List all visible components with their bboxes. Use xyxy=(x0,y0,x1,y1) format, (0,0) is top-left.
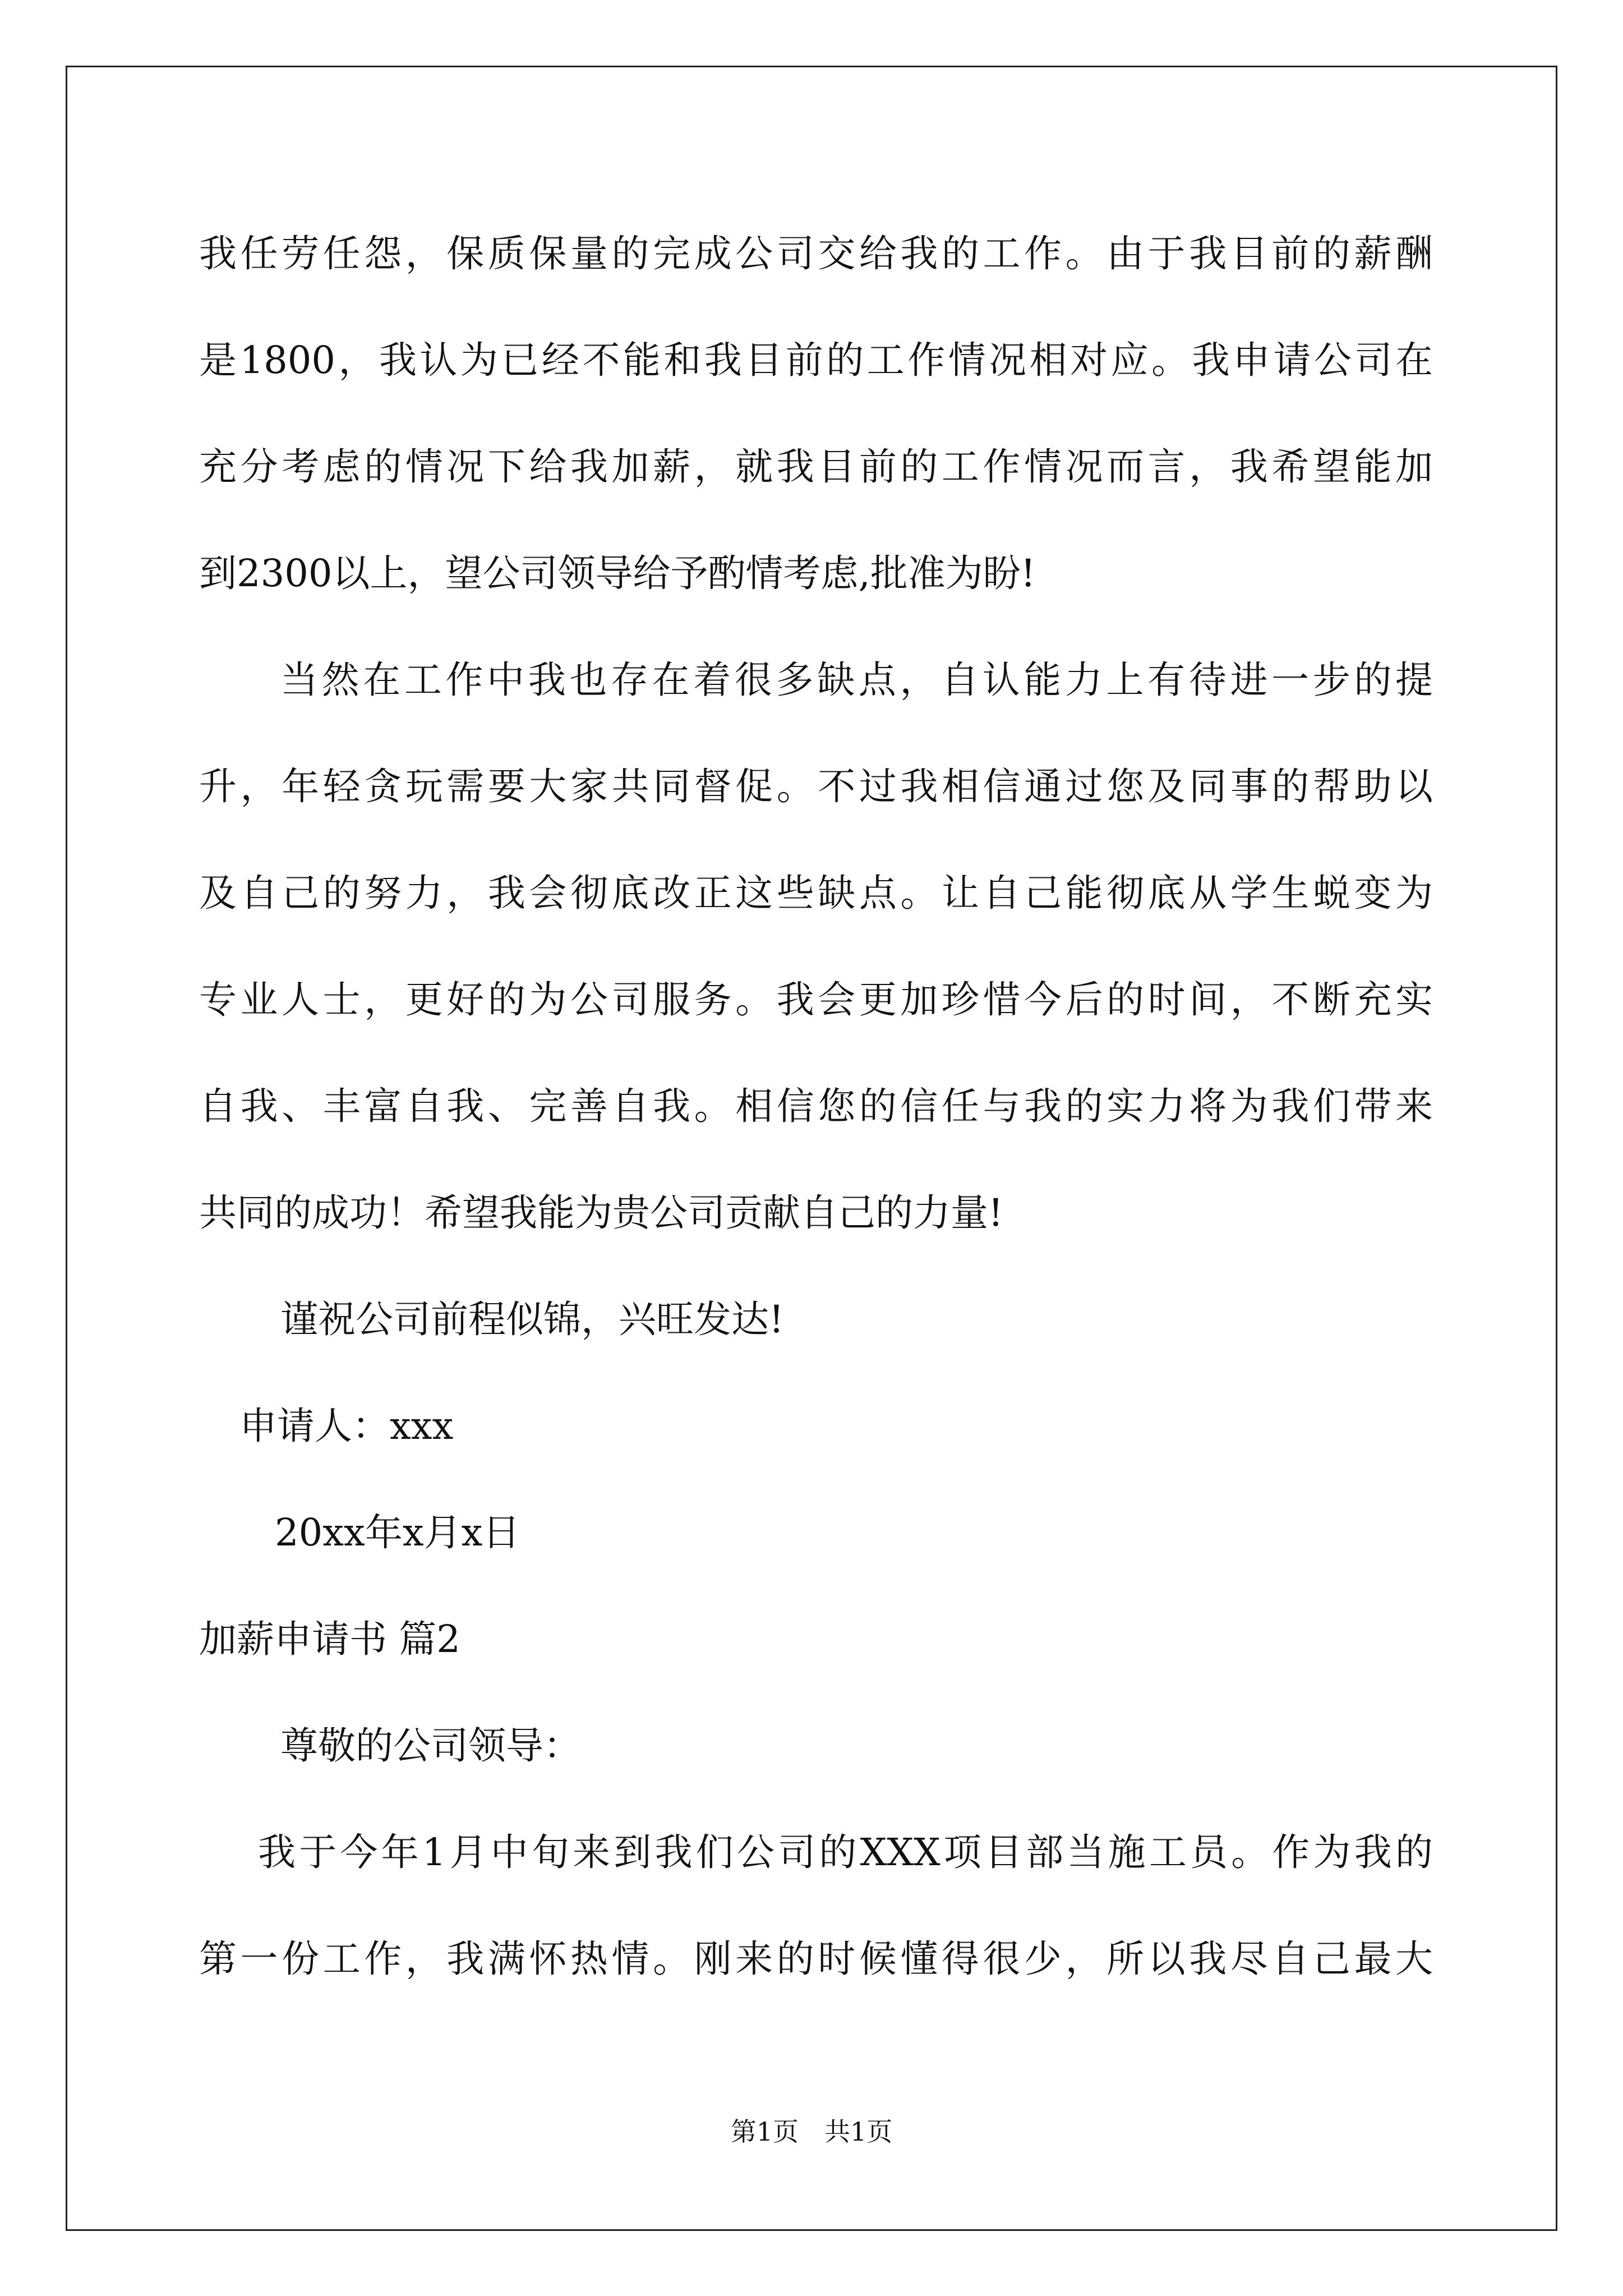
paragraph-line: 升，年轻贪玩需要大家共同督促。不过我相信通过您及同事的帮助以 xyxy=(199,765,1433,808)
paragraph-line: 专业人士，更好的为公司服务。我会更加珍惜今后的时间，不断充实 xyxy=(199,978,1433,1022)
paragraph-line: 当然在工作中我也存在着很多缺点，自认能力上有待进一步的提 xyxy=(280,658,1433,702)
applicant-signature: 申请人：xxx xyxy=(239,1404,454,1448)
paragraph-line: 第一份工作，我满怀热情。刚来的时候懂得很少，所以我尽自己最大 xyxy=(199,1937,1433,1981)
signature-date: 20xx年x月x日 xyxy=(275,1511,520,1554)
paragraph-line: 充分考虑的情况下给我加薪，就我目前的工作情况而言，我希望能加 xyxy=(199,445,1433,489)
paragraph-line: 自我、丰富自我、完善自我。相信您的信任与我的实力将为我们带来 xyxy=(199,1084,1433,1128)
salutation: 尊敬的公司领导： xyxy=(280,1724,581,1768)
paragraph-line: 我任劳任怨，保质保量的完成公司交给我的工作。由于我目前的薪酬 xyxy=(199,232,1433,275)
page-number-footer: 第1页 共1页 xyxy=(730,2116,893,2147)
page-border xyxy=(66,66,1557,2231)
paragraph-line: 我于今年1月中旬来到我们公司的XXX项目部当施工员。作为我的 xyxy=(258,1830,1433,1874)
paragraph-line: 是1800，我认为已经不能和我目前的工作情况相对应。我申请公司在 xyxy=(199,338,1433,382)
paragraph-line: 到2300以上，望公司领导给予酌情考虑,批准为盼! xyxy=(199,551,1036,595)
closing-greeting: 谨祝公司前程似锦，兴旺发达! xyxy=(280,1297,784,1341)
paragraph-line: 及自己的努力，我会彻底改正这些缺点。让自己能彻底从学生蜕变为 xyxy=(199,871,1433,915)
paragraph-line: 共同的成功！希望我能为贵公司贡献自己的力量! xyxy=(199,1191,1003,1235)
section-heading: 加薪申请书 篇2 xyxy=(199,1617,460,1661)
